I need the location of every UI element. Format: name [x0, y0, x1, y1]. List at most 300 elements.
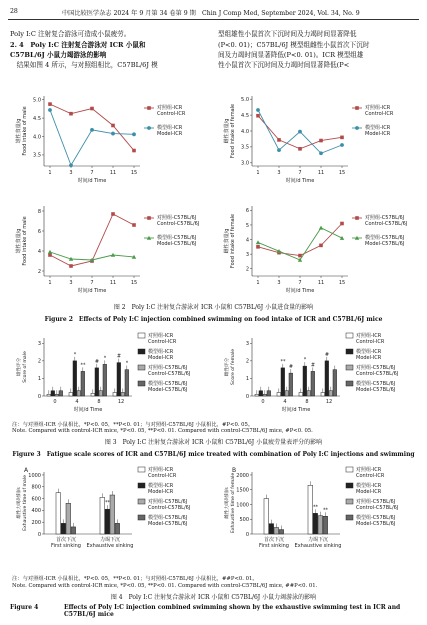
y-tick-label: 500	[239, 517, 249, 524]
bar	[125, 370, 129, 396]
legend-label: Control-C57BL/6J	[148, 371, 191, 377]
data-point	[277, 138, 281, 142]
y-tick-label: 3	[37, 341, 41, 348]
bar	[281, 368, 285, 396]
data-point	[319, 244, 323, 248]
y-axis-label-group	[15, 475, 28, 531]
data-point	[256, 240, 260, 244]
legend-label: Control-ICR	[356, 473, 385, 479]
significance-mark: *	[125, 360, 129, 367]
body-text-right-4: 性小鼠首次下沉时间及力竭时间显著降低(P<	[218, 61, 350, 69]
legend-swatch	[346, 381, 353, 386]
x-tick-label: 首次下沉	[55, 537, 77, 543]
significance-mark: **	[313, 504, 318, 511]
significance-mark: **	[105, 500, 110, 507]
y-axis-label: Food intake of female	[230, 103, 236, 159]
data-point	[48, 250, 52, 254]
bar	[121, 392, 125, 396]
bar	[285, 391, 289, 396]
legend-swatch	[346, 467, 353, 472]
legend-label: Model-C57BL/6J	[157, 241, 197, 247]
legend-label: 模型组-ICR	[148, 483, 174, 489]
y-tick-label: 4	[37, 248, 41, 255]
legend-label: 模型组-C57BL/6J	[148, 381, 188, 387]
data-point	[48, 102, 52, 106]
legend-label: 模型组-ICR	[365, 125, 391, 131]
data-point	[298, 254, 302, 258]
bar	[321, 392, 325, 396]
x-tick-label: 3	[277, 280, 281, 286]
fig4-note-en: Note. Compared with control-ICR mice, *P<0. 05, **P<0. 01. Compared with control-C57BL/6J mice, ##P<0. 01.	[12, 583, 318, 589]
legend-label: Control-C57BL/6J	[356, 371, 399, 377]
bar	[56, 493, 61, 534]
y-axis-label: Score of male	[23, 351, 28, 383]
legend-marker	[147, 126, 151, 130]
legend-swatch	[346, 365, 353, 370]
bar	[71, 527, 76, 534]
y-axis-label: 雌性力竭时间/s	[225, 487, 230, 519]
y-axis-label: Exhaustive time of male	[23, 475, 28, 531]
x-tick-label: 力竭下沉	[99, 537, 121, 543]
data-point	[90, 107, 94, 111]
legend-swatch	[346, 499, 353, 504]
fig4-caption-cn: 图 4 Poly I:C 注射复合游泳对 ICR 小鼠和 C57BL/6J 小鼠力竭游泳的影响	[110, 594, 317, 601]
legend-marker	[355, 216, 359, 220]
legend-label: 模型组-C57BL/6J	[356, 381, 396, 387]
legend-label: 模型组-ICR	[356, 483, 382, 489]
y-tick-label: 4.5	[33, 115, 41, 122]
data-point	[69, 112, 73, 116]
fig3-caption-cn: 图 3 Poly I:C 注射复合游泳对 ICR 小鼠和 C57BL/6J 小鼠疲劳量表评分的影响	[104, 439, 323, 446]
x-axis-label: 时间/d Time	[77, 288, 107, 294]
legend-label: Model-ICR	[148, 355, 174, 361]
data-point	[340, 136, 344, 140]
data-point	[319, 139, 323, 143]
y-tick-label: 1500	[236, 487, 249, 494]
legend-label: Model-ICR	[157, 131, 183, 137]
y-tick-label: 6	[245, 208, 249, 215]
y-tick-label: 3	[245, 251, 249, 258]
bar	[77, 391, 81, 396]
y-tick-label: 5	[245, 222, 249, 229]
header-rule	[8, 19, 419, 20]
legend-label: Control-C57BL/6J	[148, 505, 191, 511]
bar	[69, 392, 73, 396]
significance-mark: **	[80, 362, 86, 369]
fig4-B-female-exhaustive-bar-chart	[218, 464, 423, 566]
x-tick-label: 3	[69, 170, 73, 176]
legend-marker	[355, 126, 359, 130]
x-tick-label: 4	[75, 399, 79, 405]
y-tick-label: 3.5	[241, 144, 249, 151]
legend-label: Model-C57BL/6J	[356, 521, 396, 527]
y-axis-label: 雄性力竭时间/s	[17, 487, 22, 519]
legend-label: 模型组-C57BL/6J	[365, 235, 405, 241]
fig4-note-cn: 注：与对照组-ICR 小鼠相比，*P<0. 05，**P<0. 01；与对照组-C57BL/6J 小鼠相比，##P<0. 01。	[12, 576, 258, 582]
x-tick-label: 7	[298, 170, 302, 176]
legend-label: 模型组-C57BL/6J	[148, 515, 188, 521]
x-axis-label: 时间/d Time	[73, 407, 103, 413]
bar	[113, 392, 117, 396]
body-text-right-1: 型组雄性小鼠首次下沉时间及力竭时间显著降低	[218, 30, 357, 38]
significance-mark: **	[280, 358, 286, 365]
bar	[323, 516, 328, 534]
x-axis-label: 时间/d Time	[285, 178, 315, 184]
bar	[259, 391, 263, 396]
legend-label: 模型组-ICR	[157, 125, 183, 131]
x-tick-label: First sinking	[51, 543, 81, 549]
legend-marker	[147, 216, 151, 220]
data-point	[319, 226, 323, 230]
x-axis-label: 时间/d Time	[285, 288, 315, 294]
data-point	[340, 222, 344, 226]
fig4-caption-en: Effects of Poly I:C injection combined swimming shown by the exhaustive swimming test in ICR and C57BL/6J mice	[64, 604, 401, 618]
legend-label: Model-C57BL/6J	[365, 241, 405, 247]
y-tick-label: 1000	[28, 472, 41, 479]
y-axis-label: Food intake of male	[22, 216, 28, 266]
body-text-right-3: 间及力竭时间显著降低(P<0. 01)。ICR 模型组雄	[218, 51, 364, 59]
bar	[289, 373, 293, 396]
legend-label: 对照组-ICR	[356, 333, 382, 339]
bar	[81, 371, 85, 396]
x-tick-label: 7	[90, 170, 94, 176]
legend-label: 对照组-C57BL/6J	[356, 365, 396, 371]
x-tick-label: 15	[130, 280, 138, 286]
x-tick-label: 3	[69, 280, 73, 286]
y-tick-label: 3.5	[33, 152, 41, 159]
fig2-caption-cn: 图 2 Poly I:C 注射复合游泳对 ICR 小鼠和 C57BL/6J 小鼠进食量的影响	[113, 304, 314, 311]
x-tick-label: 8	[97, 399, 101, 405]
legend-label: Model-ICR	[365, 131, 391, 137]
fig2-caption-en: Figure 2 Effects of Poly I:C injection combined swimming on food intake of ICR and C57BL/6J mice	[44, 316, 383, 323]
bar	[279, 530, 284, 534]
data-point	[256, 108, 260, 112]
bar	[311, 371, 315, 396]
legend-label: 对照组-ICR	[157, 105, 183, 111]
legend-label: Control-ICR	[157, 111, 186, 117]
y-axis-label-group	[15, 216, 28, 265]
legend-label: 对照组-C57BL/6J	[356, 499, 396, 505]
y-tick-label: 200	[31, 519, 41, 526]
fig3-note-cn: 注：与对照组-ICR 小鼠相比，*P<0. 05，**P<0. 01；与对照组-C57BL/6J 小鼠相比，#P<0. 05。	[12, 422, 254, 428]
x-tick-label: First sinking	[259, 543, 289, 549]
x-tick-label: Exhaustive sinking	[86, 543, 134, 549]
data-point	[48, 108, 52, 112]
data-point	[111, 124, 115, 128]
bar	[55, 394, 59, 396]
y-tick-label: 3	[245, 341, 249, 348]
running-header: 中国比较医学杂志 2024 年 9 月第 34 卷第 9 期 Chin J Comp Med, September 2024, Vol. 34, No. 9	[62, 10, 360, 17]
x-tick-label: 7	[90, 280, 94, 286]
bar	[59, 391, 63, 396]
fig3-male-score-bar-chart	[10, 330, 215, 416]
significance-mark: #	[288, 364, 294, 371]
y-tick-label: 2	[245, 358, 249, 365]
y-tick-label: 2	[37, 358, 41, 365]
bar	[269, 524, 274, 534]
bar	[329, 391, 333, 396]
bar	[263, 394, 267, 396]
y-axis-label-group	[223, 473, 236, 533]
legend-swatch	[138, 467, 145, 472]
legend-label: Control-ICR	[365, 111, 394, 117]
significance-mark: *	[103, 355, 107, 362]
legend-label: Model-C57BL/6J	[148, 521, 188, 527]
legend-swatch	[138, 499, 145, 504]
data-point	[132, 132, 136, 136]
legend-label: Model-C57BL/6J	[148, 387, 188, 393]
legend-label: 模型组-C57BL/6J	[356, 515, 396, 521]
series-line	[258, 224, 342, 256]
y-tick-label: 1000	[236, 502, 249, 509]
y-tick-label: 1	[245, 376, 249, 383]
x-tick-label: 11	[109, 280, 117, 286]
data-point	[132, 223, 136, 227]
bar	[299, 392, 303, 396]
x-tick-label: 12	[325, 399, 333, 405]
data-point	[132, 149, 136, 153]
bar	[105, 509, 110, 534]
legend-label: 对照组-ICR	[148, 333, 174, 339]
x-tick-label: 1	[48, 280, 52, 286]
fig4-A-male-exhaustive-bar-chart	[10, 464, 215, 566]
y-axis-label: 雄性评分	[17, 357, 22, 377]
bar	[95, 368, 99, 396]
bar	[73, 361, 77, 396]
y-tick-label: 1	[37, 376, 41, 383]
y-tick-label: 6	[37, 228, 41, 235]
bar	[318, 516, 323, 534]
bar	[47, 394, 51, 396]
legend-label: 对照组-ICR	[148, 467, 174, 473]
bar	[274, 528, 279, 534]
y-tick-label: 0	[245, 393, 249, 400]
x-tick-label: 15	[130, 170, 138, 176]
y-tick-label: 600	[31, 496, 41, 503]
y-axis-label: 雄性食量/g	[16, 228, 22, 254]
legend-label: 对照组-C57BL/6J	[148, 365, 188, 371]
bar	[333, 370, 337, 396]
x-tick-label: 4	[283, 399, 287, 405]
x-tick-label: 0	[53, 399, 57, 405]
legend-label: Control-ICR	[148, 473, 177, 479]
x-tick-label: 15	[338, 280, 346, 286]
legend-marker	[147, 106, 151, 110]
legend-swatch	[138, 365, 145, 370]
fig3-caption-en: Figure 3 Fatigue scale scores of ICR and C57BL/6J mice treated with combination of Poly I:C injections and swimming	[12, 451, 415, 458]
significance-mark: **	[323, 507, 328, 514]
bar	[307, 391, 311, 396]
legend-label: 对照组-C57BL/6J	[148, 499, 188, 505]
bar	[103, 364, 107, 396]
y-tick-label: 2	[245, 266, 249, 273]
legend-label: 对照组-C57BL/6J	[365, 215, 405, 221]
bar	[51, 391, 55, 396]
fig3-female-score-bar-chart	[218, 330, 423, 416]
y-axis-label-group	[223, 214, 236, 268]
y-tick-label: 4.0	[33, 134, 41, 141]
y-tick-label: 3.0	[241, 160, 249, 167]
body-text-left-1: Poly I:C 注射复合游泳可造成小鼠疲劳。	[10, 30, 131, 38]
y-axis-label: Food intake of female	[230, 213, 236, 269]
y-axis-label-group	[223, 349, 236, 385]
panel-label: B	[232, 467, 237, 474]
x-tick-label: 首次下沉	[263, 537, 285, 543]
y-axis-label-group	[223, 104, 236, 158]
x-tick-label: 0	[261, 399, 265, 405]
significance-mark: #	[94, 358, 100, 365]
bar	[61, 523, 66, 534]
bar	[303, 366, 307, 396]
x-tick-label: 11	[317, 280, 325, 286]
x-tick-label: 11	[317, 170, 325, 176]
y-axis-label: Exhaustive time of female	[231, 472, 236, 534]
legend-swatch	[346, 333, 353, 338]
body-text-right-2: (P<0. 01)；C57BL/6J 模型组雌性小鼠首次下沉时	[218, 41, 370, 49]
legend-swatch	[138, 483, 145, 488]
section-heading-line-1: 2. 4 Poly I:C 注射复合游泳对 ICR 小鼠和	[10, 41, 146, 49]
y-tick-label: 5.0	[33, 97, 41, 104]
significance-mark: #	[116, 353, 122, 360]
legend-label: Control-C57BL/6J	[356, 505, 399, 511]
data-point	[111, 132, 115, 136]
legend-label: 模型组-C57BL/6J	[157, 235, 197, 241]
bar	[264, 499, 269, 534]
y-tick-label: 5.0	[241, 96, 249, 103]
fig2-female-c57-line-chart	[218, 200, 423, 295]
x-tick-label: 力竭下沉	[307, 537, 329, 543]
legend-swatch	[346, 483, 353, 488]
data-point	[69, 163, 73, 167]
bar	[99, 391, 103, 396]
data-point	[298, 130, 302, 134]
y-tick-label: 800	[31, 484, 41, 491]
body-text-left-4: 结果如图 4 所示，与对照组相比，C57BL/6J 模	[10, 61, 158, 69]
x-tick-label: 8	[305, 399, 309, 405]
x-tick-label: 12	[117, 399, 125, 405]
x-tick-label: 11	[109, 170, 117, 176]
data-point	[256, 245, 260, 249]
legend-label: 对照组-ICR	[356, 467, 382, 473]
legend-swatch	[138, 349, 145, 354]
legend-label: 对照组-C57BL/6J	[157, 215, 197, 221]
fig2-female-icr-line-chart	[218, 90, 423, 185]
bar	[255, 394, 259, 396]
legend-label: 模型组-ICR	[148, 349, 174, 355]
y-axis-label: 雄性食量/g	[16, 118, 22, 144]
y-axis-label: 雌性食量/g	[224, 228, 230, 254]
bar	[267, 391, 271, 396]
x-axis-label: 时间/d Time	[77, 178, 107, 184]
legend-label: 模型组-ICR	[356, 349, 382, 355]
legend-swatch	[138, 333, 145, 338]
bar	[325, 361, 329, 396]
x-tick-label: 1	[256, 170, 260, 176]
x-tick-label: 1	[256, 280, 260, 286]
significance-mark: #	[324, 351, 330, 358]
significance-mark: *	[303, 357, 307, 364]
legend-label: Control-C57BL/6J	[157, 221, 200, 227]
legend-label: Model-ICR	[356, 489, 382, 495]
bar	[117, 363, 121, 396]
legend-label: 对照组-ICR	[365, 105, 391, 111]
fig2-male-c57-line-chart	[10, 200, 215, 295]
legend-label: Model-C57BL/6J	[356, 387, 396, 393]
data-point	[111, 212, 115, 216]
y-tick-label: 0	[37, 393, 41, 400]
data-point	[319, 151, 323, 155]
data-point	[69, 264, 73, 268]
fig2-male-icr-line-chart	[10, 90, 215, 185]
legend-swatch	[138, 515, 145, 520]
x-axis-label: 时间/d Time	[281, 407, 311, 413]
legend-swatch	[346, 515, 353, 520]
legend-label: Control-C57BL/6J	[365, 221, 408, 227]
x-tick-label: 15	[338, 170, 346, 176]
legend-label: Model-ICR	[356, 355, 382, 361]
data-point	[340, 236, 344, 240]
section-heading-line-2: C57BL/6J 小鼠力竭游泳的影响	[10, 51, 107, 59]
fig4-caption-en-label: Figure 4	[10, 604, 39, 611]
data-point	[340, 143, 344, 147]
x-tick-label: 3	[277, 170, 281, 176]
significance-mark: #	[310, 362, 316, 369]
bar	[91, 393, 95, 396]
y-axis-label-group	[15, 351, 28, 383]
x-tick-label: 1	[48, 170, 52, 176]
x-tick-label: 7	[298, 280, 302, 286]
y-tick-label: 2	[37, 268, 41, 275]
bar	[313, 513, 318, 534]
data-point	[256, 114, 260, 118]
y-axis-label: Score of female	[231, 348, 236, 386]
legend-label: Model-ICR	[148, 489, 174, 495]
legend-swatch	[138, 381, 145, 386]
y-tick-label: 2000	[236, 472, 249, 479]
significance-mark: *	[73, 351, 77, 358]
y-axis-label: 雌性评分	[225, 357, 230, 377]
y-axis-label: Food intake of male	[22, 106, 28, 156]
bar	[66, 503, 71, 534]
bar	[100, 497, 105, 534]
y-tick-label: 4.5	[241, 112, 249, 119]
series-line	[50, 110, 134, 165]
bar	[277, 392, 281, 396]
bar	[115, 523, 120, 534]
bar	[308, 485, 313, 534]
y-tick-label: 4.0	[241, 128, 249, 135]
y-tick-label: 400	[31, 508, 41, 515]
y-tick-label: 4	[245, 237, 249, 244]
x-tick-label: Exhaustive sinking	[294, 543, 342, 549]
y-tick-label: 0	[245, 531, 249, 538]
panel-label: A	[24, 467, 29, 474]
bar	[110, 495, 115, 534]
y-tick-label: 0	[37, 531, 41, 538]
y-axis-label: 雌性食量/g	[224, 118, 230, 144]
legend-swatch	[346, 349, 353, 354]
data-point	[277, 148, 281, 152]
legend-label: Control-ICR	[356, 339, 385, 345]
y-axis-label-group	[15, 106, 28, 155]
data-point	[90, 128, 94, 132]
y-tick-label: 8	[37, 208, 41, 215]
data-point	[298, 147, 302, 151]
fig3-note-en: Note. Compared with control-ICR mice, *P<0. 05, **P<0. 01. Compared with control-C57BL/6J mice, #P<0. 05.	[12, 428, 313, 434]
legend-label: Control-ICR	[148, 339, 177, 345]
legend-marker	[355, 106, 359, 110]
page-number: 28	[10, 8, 18, 15]
